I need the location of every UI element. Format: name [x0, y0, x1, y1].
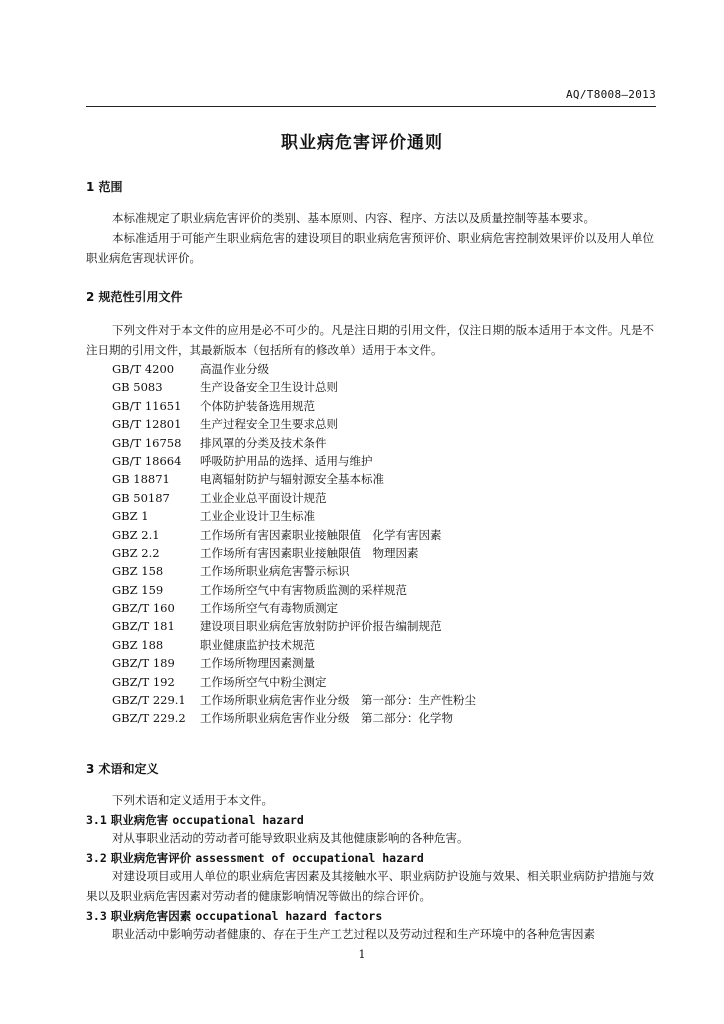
reference-item — [112, 452, 476, 470]
reference-item — [112, 526, 476, 544]
reference-code: GBZ 2.1 — [112, 527, 160, 542]
reference-title: 工作场所物理因素测量 — [200, 656, 315, 671]
reference-title: 工作场所空气中粉尘测定 — [200, 674, 327, 689]
reference-item — [112, 507, 476, 525]
reference-title: 工业企业总平面设计规范 — [200, 490, 327, 505]
reference-item — [112, 599, 476, 617]
reference-code: GBZ/T 229.1 — [112, 693, 186, 708]
reference-title: 呼吸防护用品的选择、适用与维护 — [200, 453, 373, 468]
reference-item — [112, 434, 476, 452]
reference-item — [112, 360, 476, 378]
reference-item — [112, 544, 476, 562]
reference-code: GBZ 2.2 — [112, 545, 160, 560]
reference-item — [112, 562, 476, 580]
term-heading — [86, 908, 382, 924]
reference-title: 职业健康监护技术规范 — [200, 637, 315, 652]
reference-code: GBZ/T 192 — [112, 674, 175, 689]
reference-code: GBZ 159 — [112, 582, 164, 597]
term-number: 3.1 — [86, 813, 107, 827]
term-name-zh: 职业病危害因素 — [110, 909, 192, 923]
reference-item — [112, 709, 476, 727]
reference-code: GB 50187 — [112, 490, 170, 505]
header-rule — [86, 106, 656, 107]
term-name-zh: 职业病危害评价 — [110, 851, 192, 865]
reference-item — [112, 691, 476, 709]
reference-item — [112, 636, 476, 654]
section-1-paragraph: 本标准适用于可能产生职业病危害的建设项目的职业病危害预评价、职业病危害控制效果评价以及用人单位职业病危害现状评价。 — [86, 231, 654, 265]
reference-code: GB 18871 — [112, 472, 170, 487]
reference-code: GB/T 16758 — [112, 435, 182, 450]
term-definition: 职业活动中影响劳动者健康的、存在于生产工艺过程以及劳动过程和生产环境中的各种危害因素 — [112, 927, 595, 941]
section-3-heading: 3 术语和定义 — [86, 762, 159, 776]
reference-item — [112, 489, 476, 507]
reference-code: GBZ/T 229.2 — [112, 711, 186, 726]
reference-title: 工作场所有害因素职业接触限值 物理因素 — [200, 545, 419, 560]
reference-title: 工作场所空气有毒物质测定 — [200, 601, 338, 616]
reference-title: 排风罩的分类及技术条件 — [200, 435, 327, 450]
reference-title: 生产过程安全卫生要求总则 — [200, 417, 338, 432]
normative-reference-list — [112, 360, 476, 728]
term-name-en: occupational hazard — [172, 813, 304, 827]
reference-item — [112, 654, 476, 672]
section-3-intro: 下列术语和定义适用于本文件。 — [112, 793, 273, 807]
reference-title: 个体防护装备选用规范 — [200, 398, 315, 413]
reference-code: GBZ/T 160 — [112, 601, 175, 616]
reference-item — [112, 397, 476, 415]
reference-code: GB 5083 — [112, 380, 163, 395]
section-2-intro: 下列文件对于本文件的应用是必不可少的。凡是注日期的引用文件，仅注日期的版本适用于本文件。凡是不注日期的引用文件，其最新版本（包括所有的修改单）适用于本文件。 — [86, 323, 654, 357]
reference-item — [112, 617, 476, 635]
reference-code: GB/T 12801 — [112, 417, 182, 432]
term-heading — [86, 812, 304, 828]
reference-code: GBZ/T 181 — [112, 619, 175, 634]
reference-title: 工作场所有害因素职业接触限值 化学有害因素 — [200, 527, 442, 542]
reference-title: 工业企业设计卫生标准 — [200, 509, 315, 524]
reference-code: GBZ 188 — [112, 637, 164, 652]
reference-item — [112, 415, 476, 433]
term-heading — [86, 850, 424, 866]
reference-title: 工作场所空气中有害物质监测的采样规范 — [200, 582, 407, 597]
reference-item — [112, 470, 476, 488]
section-1-paragraph: 本标准规定了职业病危害评价的类别、基本原则、内容、程序、方法以及质量控制等基本要求。 — [112, 211, 595, 225]
term-definition: 对建设项目或用人单位的职业病危害因素及其接触水平、职业病防护设施与效果、相关职业病防护措施与效果以及职业病危害因素对劳动者的健康影响情况等做出的综合评价。 — [86, 869, 654, 903]
reference-code: GBZ/T 189 — [112, 656, 175, 671]
term-number: 3.2 — [86, 851, 107, 865]
term-name-zh: 职业病危害 — [110, 813, 169, 827]
reference-code: GB/T 18664 — [112, 453, 182, 468]
reference-item — [112, 581, 476, 599]
reference-title: 工作场所职业病危害警示标识 — [200, 564, 350, 579]
reference-code: GBZ 158 — [112, 564, 164, 579]
reference-title: 工作场所职业病危害作业分级 第一部分：生产性粉尘 — [200, 693, 476, 708]
term-number: 3.3 — [86, 909, 107, 923]
reference-title: 电离辐射防护与辐射源安全基本标准 — [200, 472, 384, 487]
reference-title: 工作场所职业病危害作业分级 第二部分：化学物 — [200, 711, 453, 726]
reference-title: 生产设备安全卫生设计总则 — [200, 380, 338, 395]
section-1-heading: 1 范围 — [86, 180, 123, 194]
page-number: 1 — [358, 948, 366, 961]
document-title: 职业病危害评价通则 — [281, 133, 443, 153]
reference-item — [112, 378, 476, 396]
reference-code: GBZ 1 — [112, 509, 149, 524]
section-2-heading: 2 规范性引用文件 — [86, 290, 183, 304]
term-name-en: occupational hazard factors — [195, 909, 383, 923]
reference-title: 建设项目职业病危害放射防护评价报告编制规范 — [200, 619, 442, 634]
header-standard-code: AQ/T8008—2013 — [566, 88, 656, 101]
reference-item — [112, 673, 476, 691]
reference-code: GB/T 4200 — [112, 362, 175, 376]
term-name-en: assessment of occupational hazard — [195, 851, 424, 865]
term-definition: 对从事职业活动的劳动者可能导致职业病及其他健康影响的各种危害。 — [112, 831, 469, 845]
reference-title: 高温作业分级 — [200, 362, 269, 376]
reference-code: GB/T 11651 — [112, 398, 182, 413]
